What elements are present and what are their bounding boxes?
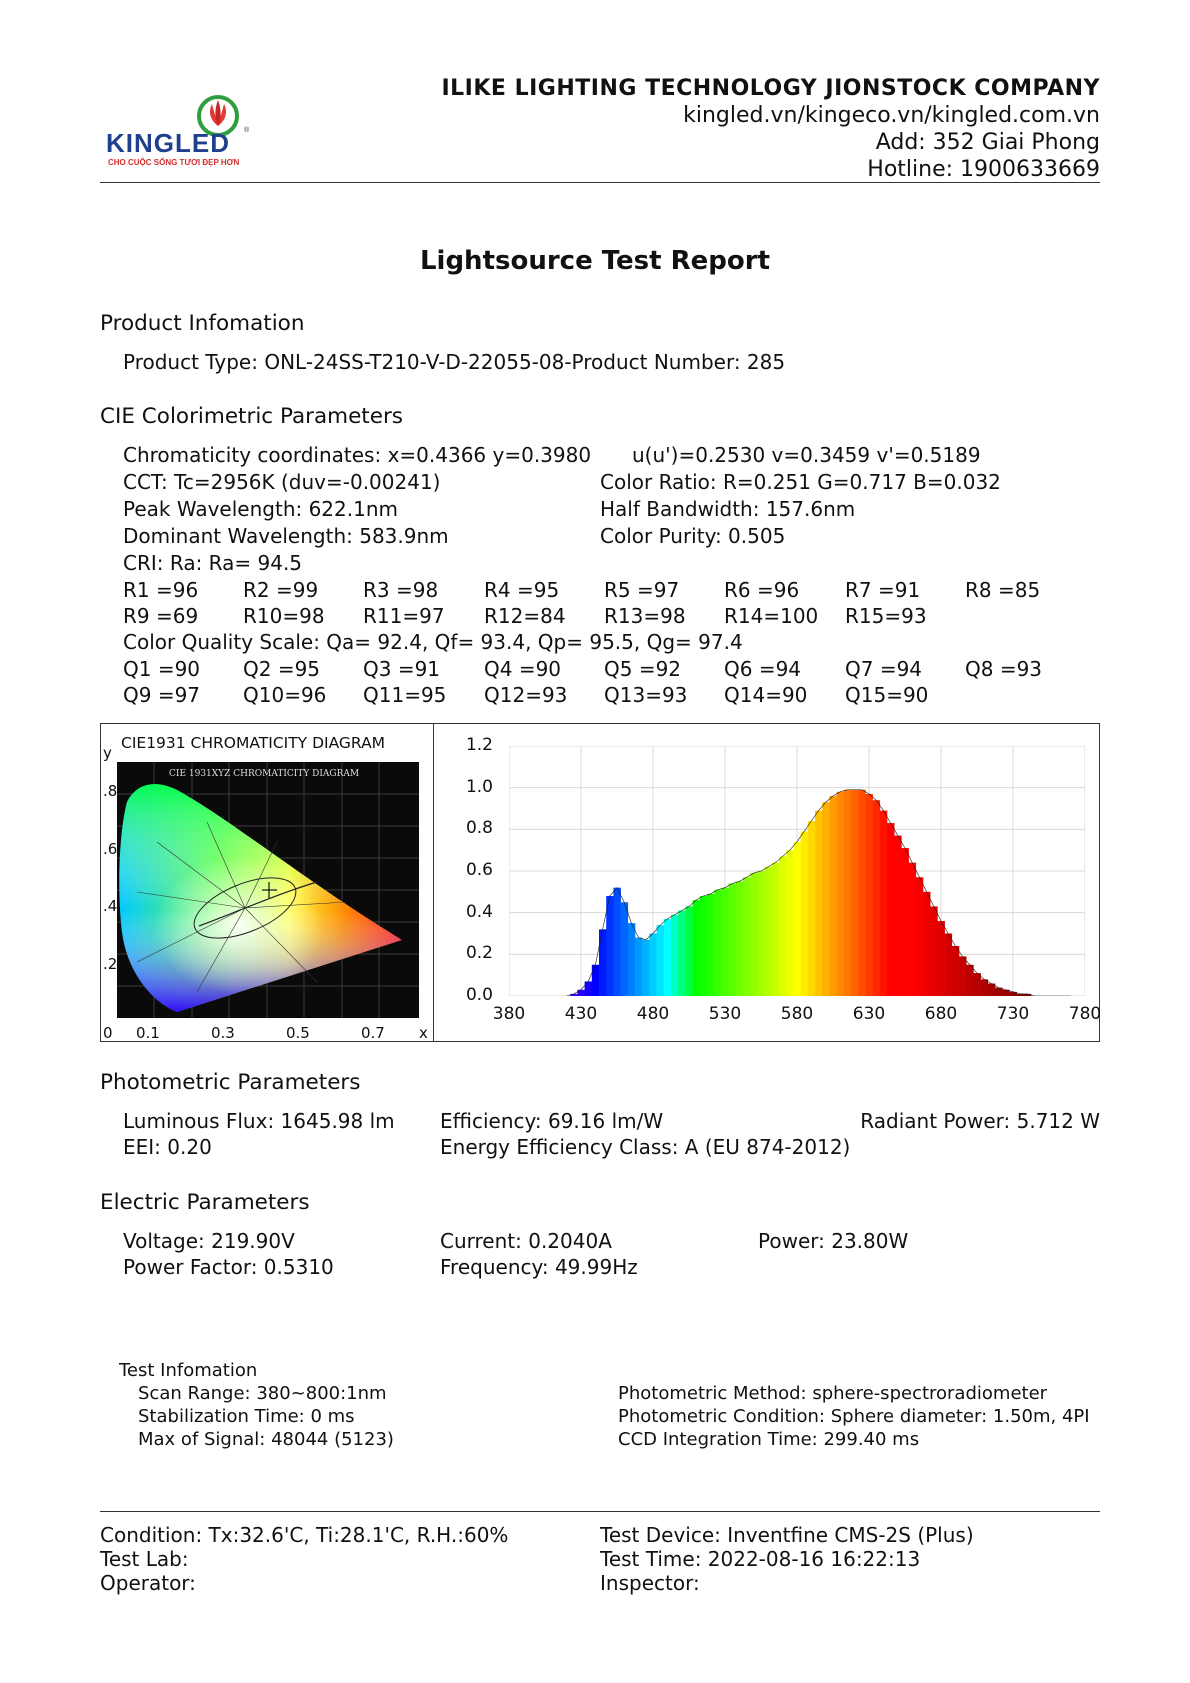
q-value: Q9 =97 <box>123 683 201 707</box>
spectrum-bar <box>923 892 931 996</box>
q-value: Q7 =94 <box>845 657 923 681</box>
spectrum-bar <box>599 929 607 996</box>
r-value: R2 =99 <box>243 578 319 602</box>
spectrum-bar <box>750 873 758 996</box>
company-websites: kingled.vn/kingeco.vn/kingled.com.vn <box>683 103 1100 128</box>
spectrum-bar <box>808 821 816 996</box>
spectrum-bar <box>916 877 924 996</box>
company-logo <box>104 92 264 172</box>
spectrum-bar <box>779 856 787 996</box>
r-value: R3 =98 <box>363 578 439 602</box>
spectrum-bar <box>930 906 938 996</box>
photometric-condition: Photometric Condition: Sphere diameter: 1.50m, 4PI <box>618 1406 1090 1427</box>
spectrum-bar <box>858 790 866 996</box>
chromaticity-uv: u(u')=0.2530 v=0.3459 v'=0.5189 <box>632 443 981 467</box>
peak-wavelength: Peak Wavelength: 622.1nm <box>123 497 398 521</box>
luminous-flux: Luminous Flux: 1645.98 lm <box>123 1109 395 1133</box>
test-info-heading: Test Infomation <box>119 1360 258 1381</box>
y-tick-label: 1.2 <box>465 735 493 755</box>
r-value: R10=98 <box>243 604 325 628</box>
spectrum-bar <box>865 794 873 996</box>
r-value: R8 =85 <box>965 578 1041 602</box>
spectrum-bar <box>1017 994 1025 996</box>
r-value: R5 =97 <box>604 578 680 602</box>
q-value: Q6 =94 <box>724 657 802 681</box>
r-value: R11=97 <box>363 604 445 628</box>
y-tick-label: 1.0 <box>465 776 493 797</box>
cct-value: CCT: Tc=2956K (duv=-0.00241) <box>123 470 441 494</box>
company-hotline: Hotline: 1900633669 <box>867 157 1100 182</box>
photometric-method: Photometric Method: sphere-spectroradiometer <box>618 1383 1048 1404</box>
spectrum-bar <box>613 888 621 996</box>
spectrum-bar <box>721 888 729 996</box>
q-value: Q15=90 <box>845 683 929 707</box>
stabilization-time: Stabilization Time: 0 ms <box>138 1406 355 1427</box>
photometric-heading: Photometric Parameters <box>100 1070 361 1095</box>
x-tick-label: 730 <box>996 1004 1030 1024</box>
spectrum-bar <box>786 850 794 996</box>
spectrum-bar <box>966 965 974 996</box>
y-tick-label: 0.0 <box>465 985 493 1005</box>
dominant-wavelength: Dominant Wavelength: 583.9nm <box>123 524 449 548</box>
voltage: Voltage: 219.90V <box>123 1229 295 1253</box>
spectrum-bar <box>765 867 773 996</box>
color-ratio: Color Ratio: R=0.251 G=0.717 B=0.032 <box>600 470 1001 494</box>
charts-divider <box>433 724 434 1041</box>
q-value: Q13=93 <box>604 683 688 707</box>
spectrum-bar <box>894 836 902 996</box>
r-value: R6 =96 <box>724 578 800 602</box>
spectrum-bar <box>901 848 909 996</box>
spectrum-bar <box>873 800 881 996</box>
radiant-power: Radiant Power: 5.712 W <box>860 1109 1100 1133</box>
color-purity: Color Purity: 0.505 <box>600 524 786 548</box>
cie-heading: CIE Colorimetric Parameters <box>100 404 404 429</box>
cie-inner-title: CIE 1931XYZ CHROMATICITY DIAGRAM <box>169 769 360 779</box>
x-tick-label: 630 <box>852 1004 886 1024</box>
operator: Operator: <box>100 1571 196 1595</box>
cie-chromaticity-diagram <box>117 762 419 1018</box>
spectrum-bar <box>937 921 945 996</box>
spectrum-bar <box>793 842 801 996</box>
charts-panel <box>100 723 1100 1042</box>
spectrum-bar <box>801 831 809 996</box>
spectrum-bar <box>606 896 614 996</box>
cie-y-tick: .8 <box>103 782 118 800</box>
r-value: R4 =95 <box>484 578 560 602</box>
cie-x-axis-label: x <box>419 1024 428 1042</box>
q-value: Q2 =95 <box>243 657 321 681</box>
spectrum-bar <box>851 790 859 996</box>
spectrum-bar <box>952 946 960 996</box>
product-type: Product Type: ONL-24SS-T210-V-D-22055-08-Product Number: 285 <box>123 350 786 374</box>
cri-value: CRI: Ra: Ra= 94.5 <box>123 551 303 575</box>
spectrum-bar <box>621 902 629 996</box>
test-lab: Test Lab: <box>100 1547 189 1571</box>
inspector: Inspector: <box>600 1571 700 1595</box>
spectrum-bar <box>585 981 593 996</box>
cie-y-tick: .6 <box>103 840 118 858</box>
half-bandwidth: Half Bandwidth: 157.6nm <box>600 497 856 521</box>
efficiency: Efficiency: 69.16 lm/W <box>440 1109 664 1133</box>
spectrum-bar <box>981 979 989 996</box>
spectrum-bar <box>657 925 665 996</box>
cie-y-axis-label: y <box>103 744 112 762</box>
cie-x-tick: 0.5 <box>286 1024 310 1042</box>
cie-x-tick: 0.3 <box>211 1024 235 1042</box>
q-value: Q8 =93 <box>965 657 1043 681</box>
test-condition: Condition: Tx:32.6'C, Ti:28.1'C, R.H.:60% <box>100 1523 509 1547</box>
spectrum-bar <box>693 900 701 996</box>
spectrum-bar <box>772 863 780 996</box>
cie-y-tick: .2 <box>103 955 118 973</box>
cie-diagram-title: CIE1931 CHROMATICITY DIAGRAM <box>121 734 386 752</box>
spectrum-bar <box>570 994 578 996</box>
spectrum-bar <box>729 884 737 997</box>
spectrum-bar <box>973 973 981 996</box>
r-value: R13=98 <box>604 604 686 628</box>
y-tick-label: 0.2 <box>465 943 493 964</box>
r-value: R15=93 <box>845 604 927 628</box>
r-value: R12=84 <box>484 604 566 628</box>
svg-text:®: ® <box>244 127 250 134</box>
electric-heading: Electric Parameters <box>100 1190 310 1215</box>
r-value: R14=100 <box>724 604 819 628</box>
spectrum-bars <box>570 790 1031 996</box>
q-value: Q12=93 <box>484 683 568 707</box>
spectrum-bar <box>707 894 715 996</box>
x-tick-label: 780 <box>1068 1004 1102 1024</box>
cie-y-tick: .4 <box>103 897 118 915</box>
y-tick-label: 0.6 <box>465 860 493 880</box>
x-tick-label: 530 <box>708 1004 742 1024</box>
spectrum-bar <box>714 890 722 996</box>
chromaticity-xy: Chromaticity coordinates: x=0.4366 y=0.3980 <box>123 443 592 467</box>
scan-range: Scan Range: 380~800:1nm <box>138 1383 387 1404</box>
spectrum-bar <box>664 919 672 996</box>
spectrum-bar <box>844 790 852 996</box>
company-address: Add: 352 Giai Phong <box>875 130 1100 155</box>
spectrum-bar <box>628 923 636 996</box>
test-device: Test Device: Inventfine CMS-2S (Plus) <box>600 1523 974 1547</box>
spectrum-bar <box>822 802 830 996</box>
spectrum-bar <box>577 990 585 996</box>
spectrum-bar <box>685 906 693 996</box>
spectrum-bar <box>642 940 650 996</box>
spectrum-bar <box>757 871 765 996</box>
r-value: R7 =91 <box>845 578 921 602</box>
spectrum-bar <box>671 915 679 996</box>
x-tick-label: 430 <box>564 1004 598 1024</box>
spectrum-bar <box>829 796 837 996</box>
q-value: Q10=96 <box>243 683 327 707</box>
spectrum-bar <box>959 956 967 996</box>
spectrum-bar <box>649 934 657 997</box>
r-value: R1 =96 <box>123 578 199 602</box>
power-factor: Power Factor: 0.5310 <box>123 1255 334 1279</box>
x-tick-label: 580 <box>780 1004 814 1024</box>
q-value: Q1 =90 <box>123 657 201 681</box>
r-value: R9 =69 <box>123 604 199 628</box>
q-value: Q5 =92 <box>604 657 682 681</box>
x-tick-label: 380 <box>492 1004 526 1024</box>
cie-x-tick: 0.7 <box>361 1024 385 1042</box>
spectrum-bar <box>743 877 751 996</box>
company-name: ILIKE LIGHTING TECHNOLOGY JIONSTOCK COMPANY <box>441 76 1100 101</box>
spectrum-bar <box>592 965 600 996</box>
spectrum-bar <box>635 938 643 996</box>
spectrum-bar <box>945 934 953 997</box>
power: Power: 23.80W <box>758 1229 909 1253</box>
logo-wordmark: KINGLED <box>106 128 230 158</box>
report-title: Lightsource Test Report <box>419 246 771 276</box>
spectrum-bar <box>678 911 686 996</box>
cie-x-tick: 0 <box>103 1024 113 1042</box>
product-heading: Product Infomation <box>100 311 305 336</box>
color-quality-scale: Color Quality Scale: Qa= 92.4, Qf= 93.4, Qp= 95.5, Qg= 97.4 <box>123 630 743 654</box>
spectrum-bar <box>815 811 823 996</box>
spectrum-bar <box>700 896 708 996</box>
logo-tagline: CHO CUỘC SỐNG TƯƠI ĐẸP HƠN <box>108 158 240 167</box>
spectrum-bar <box>736 881 744 996</box>
header-divider <box>100 182 1100 183</box>
spectrum-bar <box>837 792 845 996</box>
spectrum-bar <box>909 863 917 996</box>
ccd-integration: CCD Integration Time: 299.40 ms <box>618 1429 920 1450</box>
max-signal: Max of Signal: 48044 (5123) <box>138 1429 394 1450</box>
spectrum-bar <box>880 811 888 996</box>
q-value: Q4 =90 <box>484 657 562 681</box>
spectral-distribution-chart <box>509 746 1085 996</box>
current: Current: 0.2040A <box>440 1229 612 1253</box>
y-tick-label: 0.4 <box>465 901 493 922</box>
q-value: Q3 =91 <box>363 657 441 681</box>
x-tick-label: 680 <box>924 1004 958 1024</box>
y-tick-label: 0.8 <box>465 818 493 839</box>
q-value: Q11=95 <box>363 683 447 707</box>
eei-value: EEI: 0.20 <box>123 1135 212 1159</box>
frequency: Frequency: 49.99Hz <box>440 1255 638 1279</box>
test-time: Test Time: 2022-08-16 16:22:13 <box>600 1547 921 1571</box>
footer-divider <box>100 1511 1100 1512</box>
spectrum-bar <box>887 823 895 996</box>
x-tick-label: 480 <box>636 1004 670 1024</box>
q-value: Q14=90 <box>724 683 808 707</box>
spectrum-bar <box>995 988 1003 996</box>
energy-class: Energy Efficiency Class: A (EU 874-2012) <box>440 1135 851 1159</box>
cie-x-tick: 0.1 <box>136 1024 160 1042</box>
